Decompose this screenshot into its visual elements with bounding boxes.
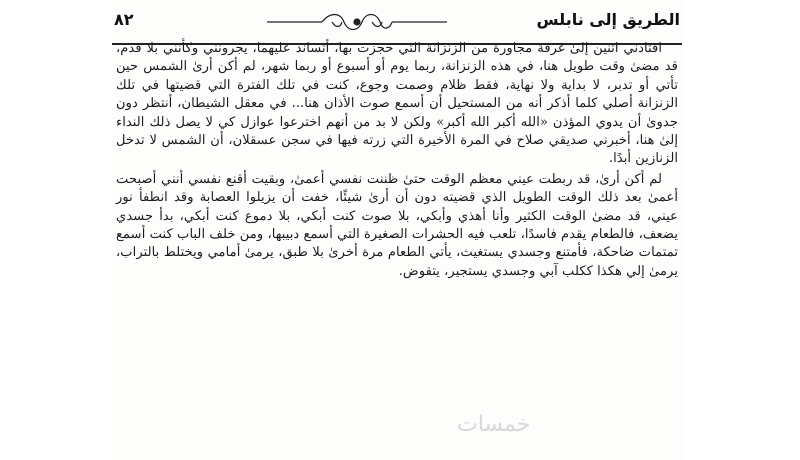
book-page bbox=[112, 0, 682, 460]
page-header bbox=[112, 10, 682, 34]
running-title: الطريق إلى نابلس bbox=[536, 10, 680, 29]
paragraph: اقتادني اثنين إلىٰ غرفة مجاورة من الزنزانة التي حجزت بها، أتساند عليهما، يجرونني وكأنني بلا قدم، قد مضىٰ وقت طويل هنا، في هذه الزنزانة، ربما يوم أو أسبوع أو ربما شهر، لم أكن أرىٰ الشمس حين تأتي أو تدبر، لا بداية ولا نهاية، فقط ظلام وصمت وجوع، كنت في تلك الفترة التي قضيتها في تلك الزنزانة أصلي كلما أذكر أنه من المستحيل أن أسمع صوت الأذان هنا... في معقل الشيطان، أنتظر دون جدوىٰ أن يدوي المؤذن «الله أكبر الله أكبر» ولكن لا بد من أنهم اخترعوا عوازل كي لا يصل ذلك النداء إلىٰ هنا، أخبرني صديقي صلاح في المرة الأخيرة التي زرته فيها في سجن عسقلان، أن الشمس لا تدخل الزنازين أبدًا. bbox=[116, 41, 678, 167]
body-text bbox=[116, 40, 678, 281]
decorative-swirl-icon bbox=[262, 12, 452, 36]
paragraph: لم أكن أرىٰ، قد ربطت عيني معظم الوقت حتىٰ ظننت نفسي أعمىٰ، وبقيت أقنع نفسي أنني أصبحت أعمىٰ بعد ذلك الوقت الطويل الذي قضيته دون أن أرىٰ شيئًا، خفت أن يزيلوا العصابة وقد انطفأ نور عيني، قد مضىٰ الوقت الكثير وأنا أهذي وأبكي، بلا صوت كنت أبكي، بلا دموع كنت أبكي، بدأ جسدي يضعف، فالطعام يقدم فاسدًا، تلعب فيه الحشرات الصغيرة التي أسمع دبيبها، ومن خلف الباب كنت أسمع تمتمات ضاحكة، فأمتنع وجسدي يستغيث، يأتي الطعام مرة أخرىٰ بلا طبق، يرمىٰ أمامي ويختلط بالتراب، يرمىٰ إلي هكذا ككلب آبي وجسدي يستجير، يتقوض. bbox=[116, 171, 678, 279]
page-number: ٨٢ bbox=[114, 10, 134, 29]
watermark: خمسات bbox=[457, 412, 531, 437]
